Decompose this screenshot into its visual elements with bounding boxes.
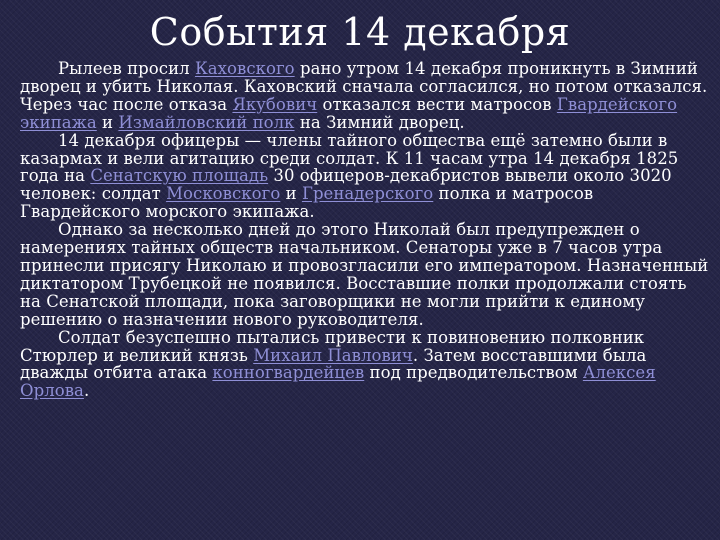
paragraph-text: Однако за несколько дней до этого Николай был предупрежден о намерениях тайных обществ начальником. Сенаторы уже в 7 часов утра принесли присягу Николаю и провозгласили его императором. Назначенный диктатором Трубецкой не появился. Восставшие полки продолжали стоять на Сенатской площади, пока заговорщики не могли прийти к единому решению о назначении нового руководителя.: [20, 220, 709, 329]
paragraph-text: и: [96, 112, 119, 132]
paragraph-text: рано утром 14 декабря проникнуть в Зимний дворец и убить Николая. Каховский сначала согласился, но потом отказался. Через час после отказа: [20, 59, 708, 114]
hyperlink[interactable]: Измайловский полк: [118, 112, 295, 132]
hyperlink[interactable]: Михаил Павлович: [253, 345, 413, 365]
hyperlink[interactable]: Московского: [166, 184, 281, 204]
hyperlink[interactable]: Якубович: [232, 94, 318, 114]
paragraph-text: отказался вести матросов: [317, 94, 557, 114]
paragraph-text: под предводительством: [364, 363, 583, 383]
hyperlink[interactable]: Гвардейского экипажа: [20, 94, 678, 132]
paragraph: [20, 132, 710, 222]
hyperlink[interactable]: конногвардейцев: [212, 363, 365, 383]
paragraph-text: полка и матросов Гвардейского морского экипажа.: [20, 184, 594, 222]
paragraph: [20, 329, 710, 401]
paragraph-text: . Затем восставшими была дважды отбита атака: [20, 345, 647, 383]
paragraph-text: Рылеев просил: [58, 59, 195, 78]
hyperlink[interactable]: Каховского: [194, 59, 295, 78]
paragraph: [20, 221, 710, 328]
hyperlink[interactable]: Гренадерского: [301, 184, 434, 204]
paragraph-text: Солдат безуспешно пытались привести к повиновению полковник Стюрлер и великий князь: [20, 327, 645, 365]
paragraph-text: 30 офицеров-декабристов вывели около 3020 человек: солдат: [20, 166, 672, 204]
slide-body: [20, 60, 710, 400]
hyperlink[interactable]: Алексея Орлова: [20, 363, 656, 401]
paragraph-text: .: [83, 381, 90, 401]
paragraph: [20, 60, 710, 132]
paragraph-text: 14 декабря офицеры — члены тайного общества ещё затемно были в казармах и вели агитацию среди солдат. К 11 часам утра 14 декабря 1825 года на: [20, 130, 679, 186]
paragraph-text: на Зимний дворец.: [294, 112, 465, 132]
hyperlink[interactable]: Сенатскую площадь: [90, 166, 269, 186]
paragraph-text: и: [280, 184, 302, 204]
slide-title: События 14 декабря: [149, 10, 571, 54]
